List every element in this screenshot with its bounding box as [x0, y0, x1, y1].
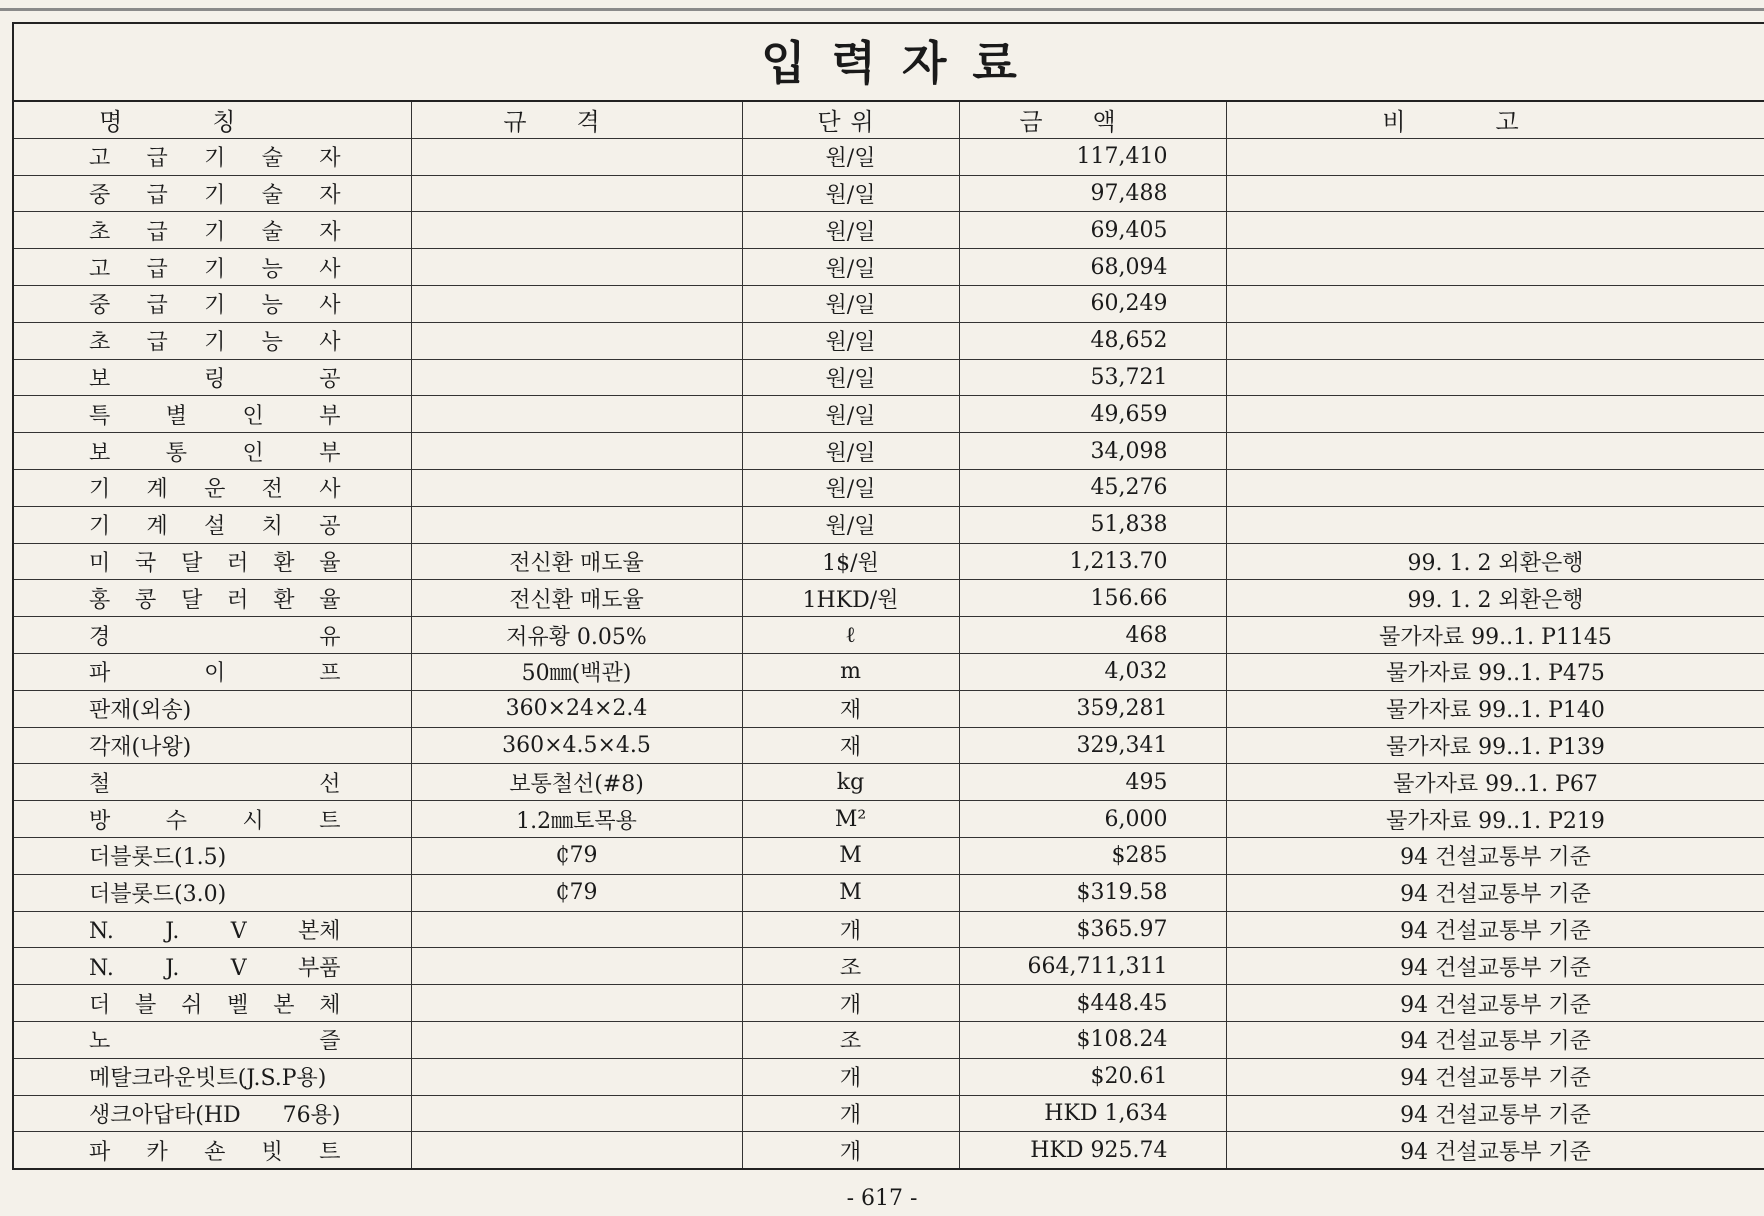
table-row	[13, 138, 1764, 175]
cell-name-text: 더블롯드(3.0)	[89, 882, 227, 908]
cell-amount: 97,488	[959, 175, 1226, 212]
cell-name	[13, 948, 411, 985]
table-body	[13, 138, 1764, 1169]
cell-note: 94 건설교통부 기준	[1226, 985, 1764, 1022]
cell-spec: ₵79	[411, 874, 742, 911]
cell-unit: 원/일	[742, 433, 959, 470]
cell-amount: HKD 925.74	[959, 1132, 1226, 1169]
cell-note: 94 건설교통부 기준	[1226, 1132, 1764, 1169]
cell-name-text: 메탈크라운빗트(J.S.P용)	[89, 1066, 327, 1092]
table-header-row	[13, 101, 1764, 138]
cell-spec	[411, 985, 742, 1022]
cell-unit: 조	[742, 1021, 959, 1058]
cell-unit: 개	[742, 1058, 959, 1095]
cell-name	[13, 1095, 411, 1132]
cell-note: 물가자료 99..1. P475	[1226, 653, 1764, 690]
table-row	[13, 690, 1764, 727]
table-row	[13, 285, 1764, 322]
cell-unit: 원/일	[742, 285, 959, 322]
cell-unit: M²	[742, 801, 959, 838]
cell-name-text: 중 급 기 능 사	[89, 293, 341, 319]
cell-amount: 45,276	[959, 469, 1226, 506]
table-row	[13, 1095, 1764, 1132]
cell-amount: $20.61	[959, 1058, 1226, 1095]
table-row	[13, 396, 1764, 433]
cell-unit: 원/일	[742, 469, 959, 506]
header-name: 명칭	[13, 101, 411, 138]
table-row	[13, 801, 1764, 838]
cell-note: 94 건설교통부 기준	[1226, 1058, 1764, 1095]
cell-name	[13, 506, 411, 543]
cell-spec	[411, 433, 742, 470]
cell-name-text: 홍 콩 달 러 환 율	[89, 587, 341, 613]
cell-unit: 원/일	[742, 175, 959, 212]
cell-unit: M	[742, 837, 959, 874]
table-row	[13, 580, 1764, 617]
page-number: - 617 -	[846, 1186, 918, 1211]
cell-name	[13, 433, 411, 470]
cell-spec: 전신환 매도율	[411, 580, 742, 617]
table-row	[13, 322, 1764, 359]
cell-note: 물가자료 99..1. P67	[1226, 764, 1764, 801]
cell-note: 물가자료 99..1. P219	[1226, 801, 1764, 838]
table-row	[13, 506, 1764, 543]
cell-amount: 4,032	[959, 653, 1226, 690]
table-row	[13, 433, 1764, 470]
cell-amount: 68,094	[959, 249, 1226, 286]
cell-unit: 원/일	[742, 396, 959, 433]
cell-unit: 개	[742, 1095, 959, 1132]
title-box	[12, 22, 1764, 100]
cell-name-text: 특 별 인 부	[89, 403, 341, 429]
cell-spec	[411, 1095, 742, 1132]
cell-unit: 원/일	[742, 249, 959, 286]
cell-spec: 보통철선(#8)	[411, 764, 742, 801]
table-row	[13, 543, 1764, 580]
cell-note: 94 건설교통부 기준	[1226, 948, 1764, 985]
cell-name-text: 기 계 운 전 사	[89, 477, 341, 503]
cell-spec: 360×4.5×4.5	[411, 727, 742, 764]
cell-unit: 원/일	[742, 138, 959, 175]
cell-name	[13, 285, 411, 322]
input-data-table	[12, 100, 1764, 1170]
table-row	[13, 617, 1764, 654]
cell-name-text: 파 카 숀 빗 트	[89, 1139, 341, 1165]
cell-unit: M	[742, 874, 959, 911]
cell-amount: 51,838	[959, 506, 1226, 543]
cell-amount: 156.66	[959, 580, 1226, 617]
cell-spec	[411, 285, 742, 322]
cell-unit: 원/일	[742, 359, 959, 396]
header-unit: 단위	[742, 101, 959, 138]
cell-name	[13, 580, 411, 617]
cell-name-text: 판재(외송)	[89, 698, 192, 724]
cell-amount: $319.58	[959, 874, 1226, 911]
cell-name	[13, 469, 411, 506]
cell-name-text: 미 국 달 러 환 율	[89, 550, 341, 576]
cell-spec	[411, 175, 742, 212]
cell-name	[13, 801, 411, 838]
cell-name	[13, 543, 411, 580]
cell-name-text: 노 즐	[89, 1029, 341, 1055]
cell-spec	[411, 948, 742, 985]
cell-name-text: 보 링 공	[89, 366, 341, 392]
cell-spec: 1.2㎜토목용	[411, 801, 742, 838]
cell-note: 94 건설교통부 기준	[1226, 874, 1764, 911]
cell-name	[13, 212, 411, 249]
cell-unit: 원/일	[742, 212, 959, 249]
cell-note	[1226, 138, 1764, 175]
cell-amount: HKD 1,634	[959, 1095, 1226, 1132]
cell-amount: $365.97	[959, 911, 1226, 948]
cell-amount: 117,410	[959, 138, 1226, 175]
cell-spec: ₵79	[411, 837, 742, 874]
cell-note	[1226, 359, 1764, 396]
cell-amount: $285	[959, 837, 1226, 874]
cell-unit: 개	[742, 985, 959, 1022]
cell-name	[13, 396, 411, 433]
cell-name-text: 고 급 기 술 자	[89, 146, 341, 172]
cell-name-text: 초 급 기 술 자	[89, 219, 341, 245]
cell-spec	[411, 1132, 742, 1169]
cell-name	[13, 764, 411, 801]
cell-spec	[411, 1058, 742, 1095]
cell-name	[13, 653, 411, 690]
cell-spec	[411, 396, 742, 433]
cell-note: 물가자료 99..1. P140	[1226, 690, 1764, 727]
table-row	[13, 727, 1764, 764]
cell-name	[13, 690, 411, 727]
table-row	[13, 837, 1764, 874]
header-amount: 금액	[959, 101, 1226, 138]
cell-name	[13, 985, 411, 1022]
cell-amount: 53,721	[959, 359, 1226, 396]
cell-unit: 원/일	[742, 322, 959, 359]
cell-note	[1226, 212, 1764, 249]
cell-note: 94 건설교통부 기준	[1226, 1021, 1764, 1058]
cell-note: 94 건설교통부 기준	[1226, 1095, 1764, 1132]
cell-name	[13, 249, 411, 286]
cell-amount: 49,659	[959, 396, 1226, 433]
cell-spec: 360×24×2.4	[411, 690, 742, 727]
cell-spec	[411, 506, 742, 543]
cell-spec	[411, 138, 742, 175]
cell-note: 94 건설교통부 기준	[1226, 911, 1764, 948]
cell-name	[13, 1132, 411, 1169]
table-row	[13, 469, 1764, 506]
table-row	[13, 249, 1764, 286]
table-row	[13, 1058, 1764, 1095]
cell-amount: 69,405	[959, 212, 1226, 249]
cell-amount: 60,249	[959, 285, 1226, 322]
cell-spec	[411, 322, 742, 359]
cell-unit: 1HKD/원	[742, 580, 959, 617]
cell-unit: 조	[742, 948, 959, 985]
cell-name	[13, 911, 411, 948]
cell-name	[13, 837, 411, 874]
table-row	[13, 1132, 1764, 1169]
cell-note: 94 건설교통부 기준	[1226, 837, 1764, 874]
cell-amount: 6,000	[959, 801, 1226, 838]
cell-note: 99. 1. 2 외환은행	[1226, 543, 1764, 580]
cell-name-text: 기 계 설 치 공	[89, 514, 341, 540]
cell-note	[1226, 506, 1764, 543]
cell-unit: 원/일	[742, 506, 959, 543]
cell-spec	[411, 359, 742, 396]
cell-note	[1226, 433, 1764, 470]
cell-note: 99. 1. 2 외환은행	[1226, 580, 1764, 617]
cell-unit: ℓ	[742, 617, 959, 654]
cell-unit: 1$/원	[742, 543, 959, 580]
cell-note	[1226, 249, 1764, 286]
table-row	[13, 874, 1764, 911]
table-row	[13, 653, 1764, 690]
cell-name	[13, 874, 411, 911]
cell-note	[1226, 285, 1764, 322]
cell-amount: 1,213.70	[959, 543, 1226, 580]
cell-name	[13, 1058, 411, 1095]
cell-name-text: 고 급 기 능 사	[89, 256, 341, 282]
cell-spec: 전신환 매도율	[411, 543, 742, 580]
cell-amount: 359,281	[959, 690, 1226, 727]
cell-amount: 329,341	[959, 727, 1226, 764]
cell-name-text: N. J. V 본체	[89, 918, 341, 944]
cell-note: 물가자료 99..1. P139	[1226, 727, 1764, 764]
cell-name	[13, 138, 411, 175]
table-row	[13, 175, 1764, 212]
cell-note: 물가자료 99..1. P1145	[1226, 617, 1764, 654]
cell-amount: 468	[959, 617, 1226, 654]
cell-spec	[411, 1021, 742, 1058]
cell-name	[13, 1021, 411, 1058]
cell-name-text: 철 선	[89, 771, 341, 797]
top-rule	[0, 8, 1764, 11]
cell-name-text: 더블롯드(1.5)	[89, 845, 227, 871]
cell-name-text: N. J. V 부품	[89, 955, 341, 981]
header-spec: 규격	[411, 101, 742, 138]
page-title: 입력자료	[761, 36, 1043, 90]
table-row	[13, 764, 1764, 801]
cell-amount: $448.45	[959, 985, 1226, 1022]
cell-unit: m	[742, 653, 959, 690]
cell-spec	[411, 911, 742, 948]
table-row	[13, 359, 1764, 396]
cell-name	[13, 175, 411, 212]
cell-amount: 34,098	[959, 433, 1226, 470]
table-row	[13, 948, 1764, 985]
cell-spec: 저유황 0.05%	[411, 617, 742, 654]
cell-unit: 재	[742, 727, 959, 764]
cell-name	[13, 617, 411, 654]
cell-amount: 664,711,311	[959, 948, 1226, 985]
cell-amount: $108.24	[959, 1021, 1226, 1058]
cell-note	[1226, 175, 1764, 212]
cell-unit: 개	[742, 911, 959, 948]
cell-name-text: 각재(나왕)	[89, 734, 192, 760]
cell-spec	[411, 249, 742, 286]
cell-name	[13, 359, 411, 396]
cell-name	[13, 322, 411, 359]
table-row	[13, 985, 1764, 1022]
cell-note	[1226, 322, 1764, 359]
cell-name-text: 파 이 프	[89, 661, 341, 687]
cell-name-text: 더 블 쉬 벨 본 체	[89, 992, 341, 1018]
cell-name-text: 경 유	[89, 624, 341, 650]
table-row	[13, 212, 1764, 249]
cell-name-text: 보 통 인 부	[89, 440, 341, 466]
cell-amount: 495	[959, 764, 1226, 801]
cell-name-text: 중 급 기 술 자	[89, 182, 341, 208]
cell-spec	[411, 469, 742, 506]
cell-name-text: 방 수 시 트	[89, 808, 341, 834]
cell-name-text: 생크아답타(HD 76용)	[89, 1102, 341, 1128]
cell-unit: 개	[742, 1132, 959, 1169]
cell-unit: kg	[742, 764, 959, 801]
cell-name-text: 초 급 기 능 사	[89, 330, 341, 356]
cell-unit: 재	[742, 690, 959, 727]
cell-note	[1226, 469, 1764, 506]
table-row	[13, 1021, 1764, 1058]
cell-amount: 48,652	[959, 322, 1226, 359]
header-note: 비고	[1226, 101, 1764, 138]
cell-spec: 50㎜(백관)	[411, 653, 742, 690]
cell-note	[1226, 396, 1764, 433]
table-row	[13, 911, 1764, 948]
cell-spec	[411, 212, 742, 249]
cell-name	[13, 727, 411, 764]
